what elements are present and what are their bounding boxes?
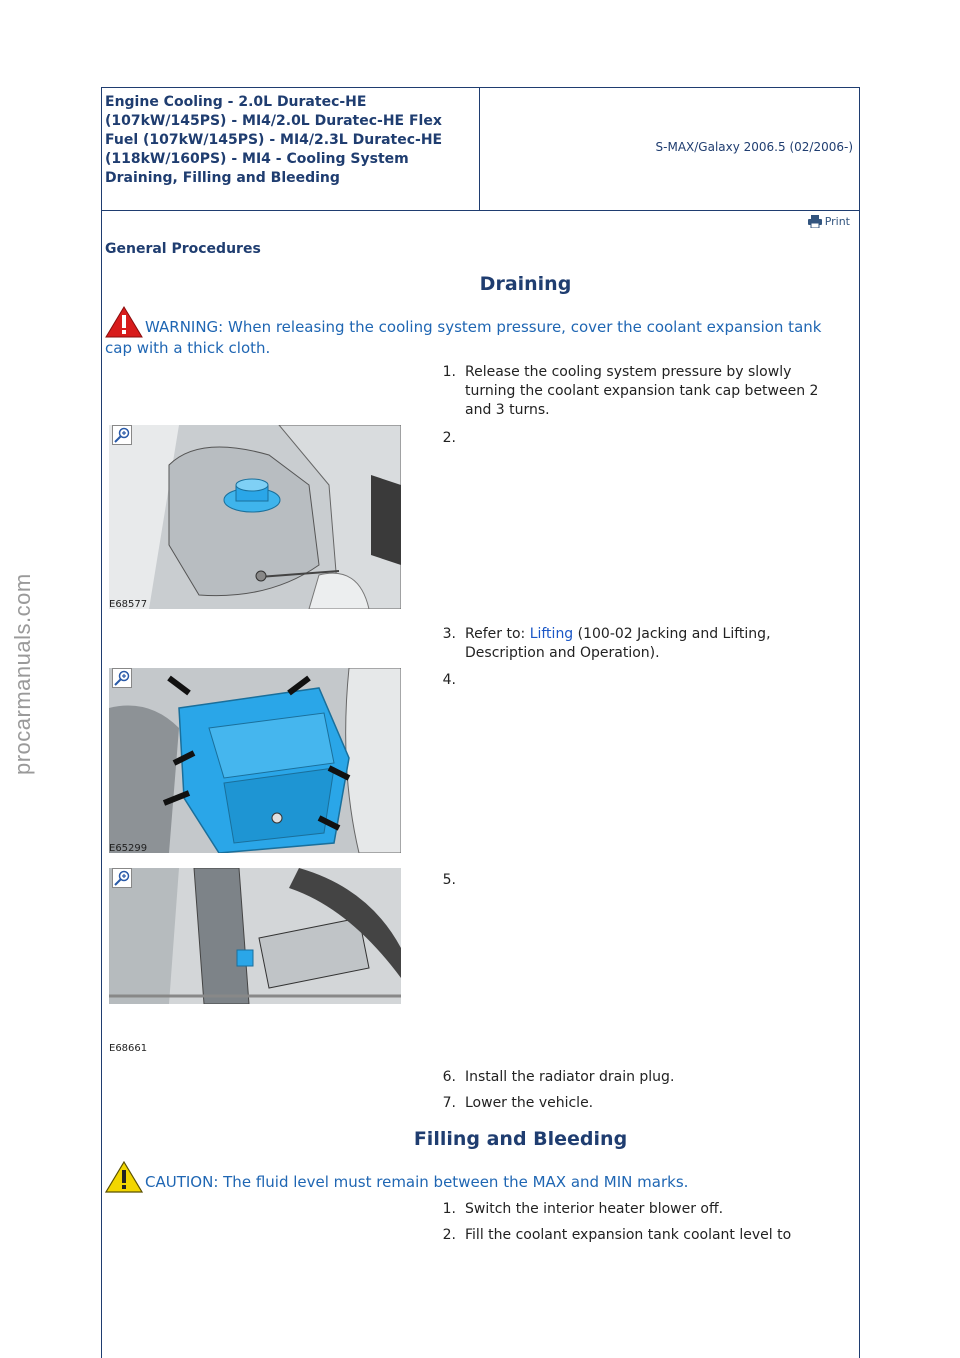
zoom-icon[interactable] bbox=[112, 668, 132, 688]
model-label: S-MAX/Galaxy 2006.5 (02/2006-) bbox=[655, 140, 853, 154]
figure-code: E65299 bbox=[109, 843, 148, 854]
zoom-icon[interactable] bbox=[112, 425, 132, 445]
step-text: Install the radiator drain plug. bbox=[465, 1069, 675, 1085]
print-button[interactable] bbox=[808, 215, 850, 228]
side-watermark: procarmanuals.com bbox=[10, 573, 35, 775]
figure-code: E68577 bbox=[109, 599, 148, 610]
heading-draining: Draining bbox=[479, 273, 572, 295]
step-number: 3. bbox=[442, 626, 456, 642]
step-number: 5. bbox=[442, 872, 456, 888]
step-number: 2. bbox=[442, 430, 456, 446]
step-text bbox=[465, 625, 825, 663]
step-number: 7. bbox=[442, 1095, 456, 1111]
step-number: 6. bbox=[442, 1069, 456, 1085]
step-number: 1. bbox=[442, 364, 456, 380]
step-text: Lower the vehicle. bbox=[465, 1095, 594, 1111]
step-text: Fill the coolant expansion tank coolant level to bbox=[465, 1227, 792, 1243]
step-prefix: Refer to: bbox=[465, 626, 530, 642]
print-label: Print bbox=[824, 215, 850, 228]
figure-image bbox=[109, 425, 401, 609]
heading-filling: Filling and Bleeding bbox=[413, 1128, 628, 1150]
figure-image bbox=[109, 668, 401, 853]
page-title: Engine Cooling - 2.0L Duratec-HE (107kW/145PS) - MI4/2.0L Duratec-HE Flex Fuel (107kW/145PS) - MI4/2.3L Duratec-HE (118kW/160PS) - MI4 - Cooling System Draining, Filling and Bleeding bbox=[105, 94, 443, 186]
lifting-link[interactable]: Lifting bbox=[529, 626, 574, 642]
warning-notice bbox=[105, 306, 845, 359]
caution-text: CAUTION: The fluid level must remain between the MAX and MIN marks. bbox=[145, 1173, 689, 1191]
zoom-icon[interactable] bbox=[112, 868, 132, 888]
warning-icon bbox=[105, 306, 143, 338]
step-text: Release the cooling system pressure by slowly turning the coolant expansion tank cap between 2 and 3 turns. bbox=[465, 364, 819, 418]
figure-code: E68661 bbox=[109, 1043, 148, 1054]
warning-text: WARNING: When releasing the cooling system pressure, cover the coolant expansion tank cap with a thick cloth. bbox=[105, 318, 822, 357]
caution-notice bbox=[105, 1161, 845, 1193]
step-number: 1. bbox=[442, 1201, 456, 1217]
print-icon bbox=[808, 215, 822, 228]
step-text: Switch the interior heater blower off. bbox=[465, 1201, 724, 1217]
step-suffix: (100-02 Jacking and Lifting, Description and Operation). bbox=[465, 626, 771, 661]
step-number: 4. bbox=[442, 672, 456, 688]
header-divider bbox=[479, 88, 480, 210]
figure-image bbox=[109, 868, 401, 1004]
caution-icon bbox=[105, 1161, 143, 1193]
header-row bbox=[102, 88, 859, 211]
section-label: General Procedures bbox=[105, 241, 261, 257]
step-number: 2. bbox=[442, 1227, 456, 1243]
document-frame bbox=[101, 87, 860, 1358]
